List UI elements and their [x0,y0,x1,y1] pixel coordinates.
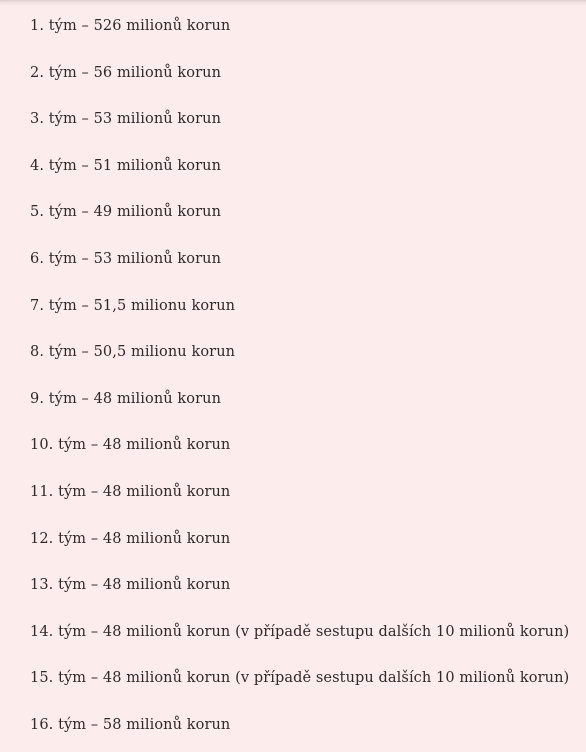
list-item: 1. tým – 526 milionů korun [30,18,231,34]
list-item: 9. tým – 48 milionů korun [30,390,222,407]
list-item: 3. tým – 53 milionů korun [30,111,222,128]
list-item: 10. tým – 48 milionů korun [30,437,231,454]
list-item: 8. tým – 50,5 milionu korun [30,344,236,361]
list-item: 7. tým – 51,5 milionu korun [30,297,236,314]
list-item: 12. tým – 48 milionů korun [30,530,231,547]
list-item: 6. tým – 53 milionů korun [30,250,222,267]
list-item: 16. tým – 58 milionů korun [30,716,231,733]
list-item: 15. tým – 48 milionů korun (v případě sestupu dalších 10 milionů korun) [30,670,570,687]
list-item: 14. tým – 48 milionů korun (v případě sestupu dalších 10 milionů korun) [30,623,570,640]
list-item: 13. tým – 48 milionů korun [30,577,231,594]
list-item: 11. tým – 48 milionů korun [30,483,231,500]
list-item: 2. tým – 56 milionů korun [30,64,222,81]
list-item: 5. tým – 49 milionů korun [30,204,222,221]
list-item: 4. tým – 51 milionů korun [30,157,222,174]
